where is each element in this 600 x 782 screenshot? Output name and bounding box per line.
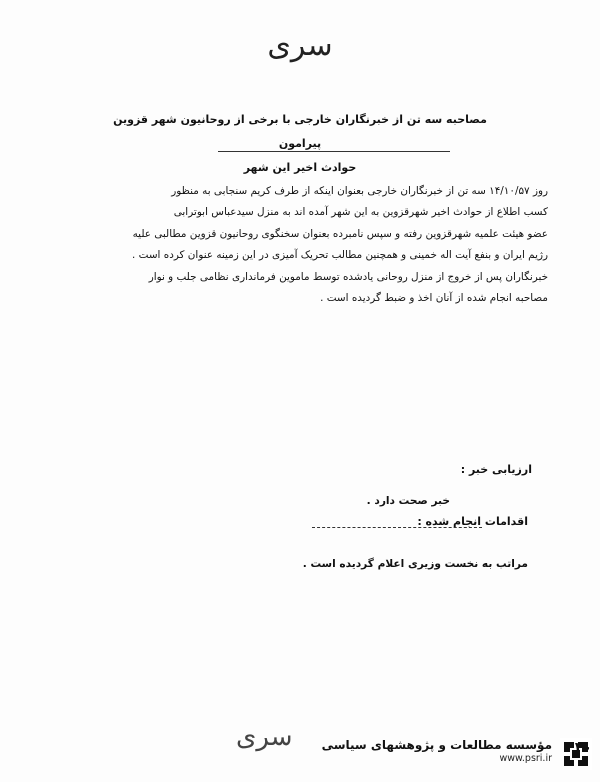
body-line: عضو هیئت علمیه شهرقزوین رفته و سپس نامبرده بعنوان سخنگوی روحانیون قزوین مطالبی علیه <box>132 227 548 240</box>
report-body <box>58 181 548 309</box>
page-number: ۲۰ <box>574 740 592 756</box>
classification-stamp-bottom: سری <box>236 722 293 752</box>
heading-underline <box>218 151 450 152</box>
body-line: رژیم ایران و بنفع آیت اله خمینی و همچنین مطالب تحریک آمیزی در این زمینه عنوان کرده است . <box>132 249 548 262</box>
heading-line-1: مصاحبه سه تن از خبرنگاران خارجی با برخی از روحانیون شهر قزوین پیرامون <box>113 113 487 150</box>
classification-stamp-top: سری <box>267 28 333 63</box>
actions-divider <box>312 527 482 528</box>
publisher-url: www.psri.ir <box>499 753 552 764</box>
actions-value: مراتب به نخست وزیری اعلام گردیده است . <box>302 558 528 570</box>
publisher-footer <box>322 738 552 766</box>
publisher-name: مؤسسه مطالعات و پژوهشهای سیاسی <box>321 738 552 752</box>
evaluation-label: ارزیابی خبر : <box>460 463 532 476</box>
actions-label: اقدامات انجام شده : <box>417 515 528 528</box>
heading-line-2: حوادث اخیر این شهر <box>243 161 357 174</box>
document-heading <box>100 108 500 180</box>
body-line: خبرنگاران پس از خروج از منزل روحانی یادشده توسط ماموین فرمانداری نظامی جلب و نوار <box>148 270 548 283</box>
body-line: کسب اطلاع از حوادث اخیر شهرقزوین به این شهر آمده اند به منزل سیدعباس ابوترابی <box>173 206 548 219</box>
evaluation-value: خبر صحت دارد . <box>366 495 450 507</box>
body-line: مصاحبه انجام شده از آنان اخذ و ضبط گردیده است . <box>320 292 548 305</box>
body-line: روز ۱۴/۱۰/۵۷ سه تن از خبرنگاران خارجی بعنوان اینکه از طرف کریم سنجابی به منظور <box>171 185 548 197</box>
